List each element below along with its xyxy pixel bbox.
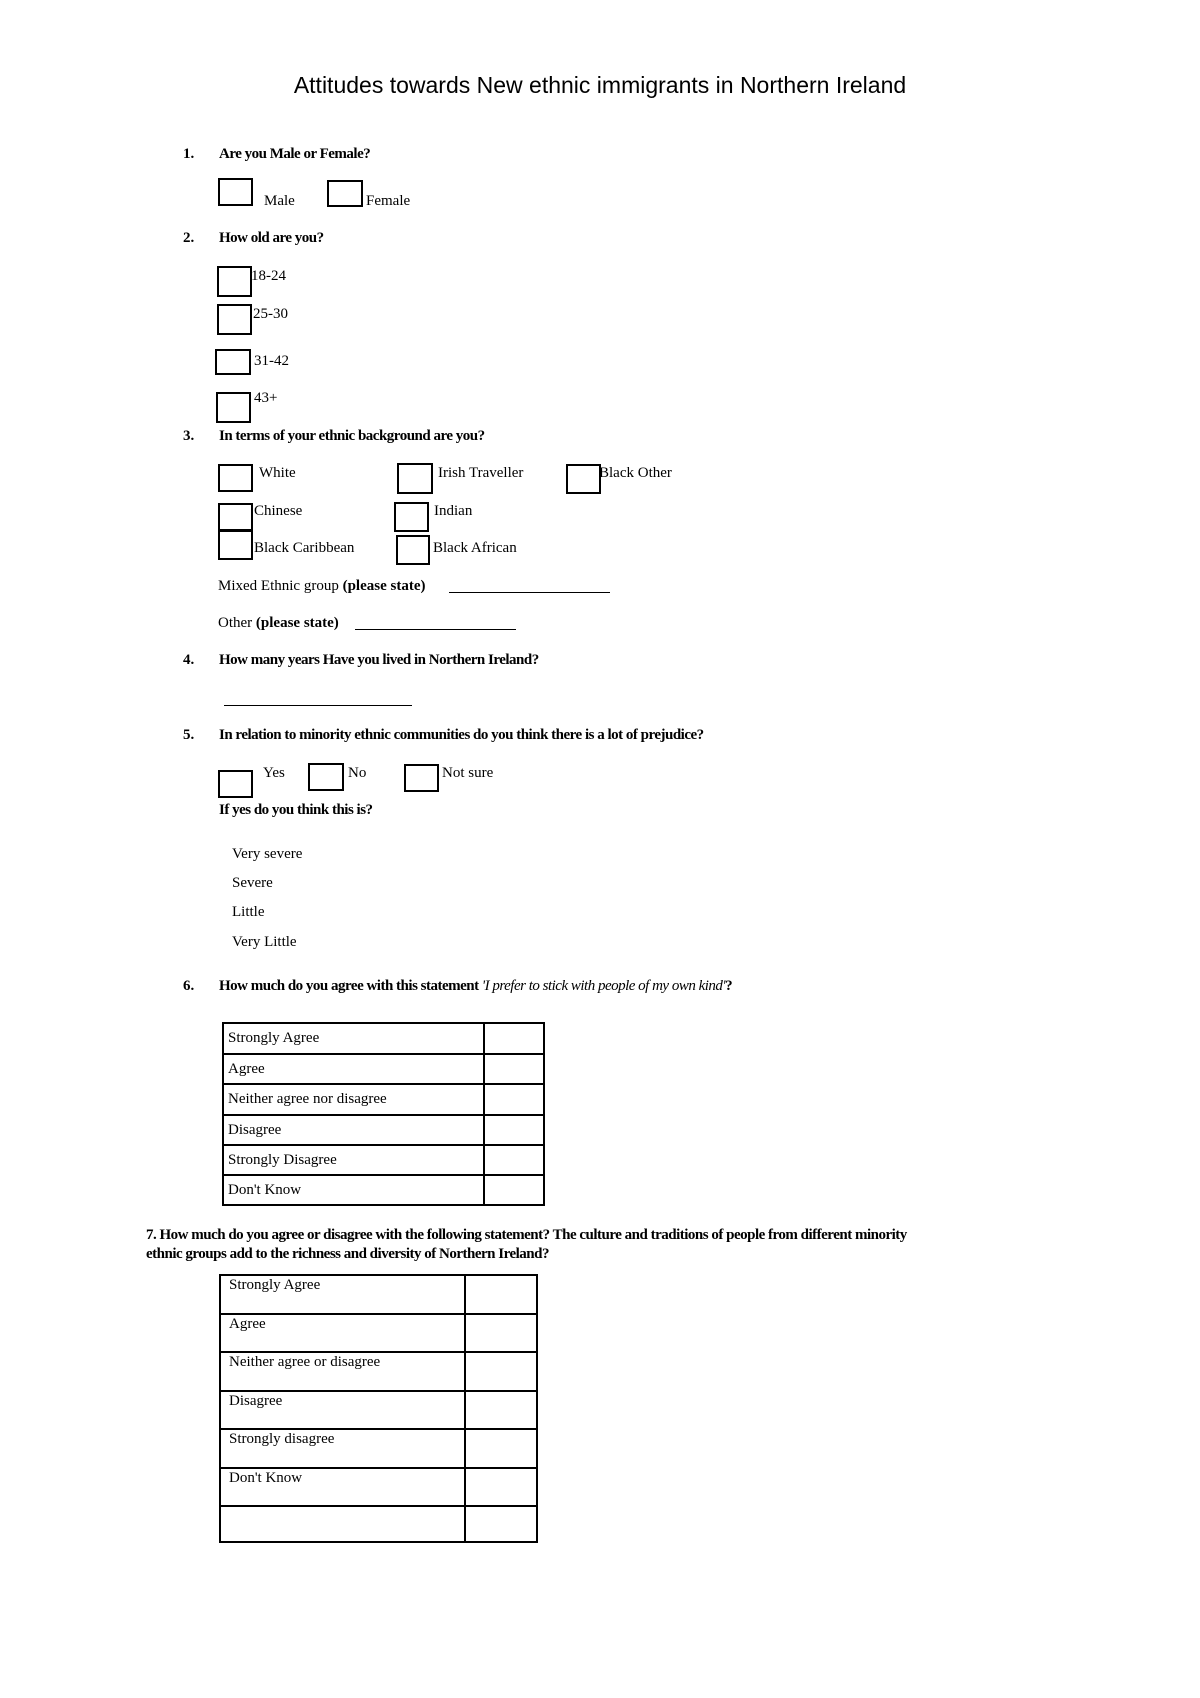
q3-question: In terms of your ethnic background are you? — [219, 428, 485, 444]
q5-severity-very-little: Very Little — [232, 934, 297, 950]
q3-mixed-label: Mixed Ethnic group — [218, 578, 339, 594]
q2-43plus-checkbox[interactable] — [216, 392, 251, 423]
table-row — [223, 1084, 544, 1115]
q6-row-label: Strongly Agree — [223, 1023, 484, 1054]
q5-followup: If yes do you think this is? — [219, 802, 373, 818]
table-row — [220, 1506, 537, 1542]
table-row — [223, 1054, 544, 1084]
table-row — [220, 1275, 537, 1314]
q5-no-checkbox[interactable] — [308, 763, 344, 791]
q7-answer-cell[interactable] — [465, 1506, 537, 1542]
q3-chinese-label: Chinese — [254, 503, 303, 519]
q2-question: How old are you? — [219, 230, 324, 246]
q3-mixed-answer-line[interactable] — [449, 592, 610, 593]
q2-25-30-label: 25-30 — [253, 306, 288, 322]
q5-not-sure-checkbox[interactable] — [404, 764, 439, 792]
q7-row-label: Neither agree or disagree — [220, 1352, 465, 1391]
q6-answer-cell[interactable] — [484, 1115, 544, 1145]
q1-female-label: Female — [366, 193, 411, 209]
q1-number: 1. — [183, 146, 195, 162]
q5-question: In relation to minority ethnic communities do you think there is a lot of prejudice? — [219, 727, 704, 743]
q3-mixed-line — [218, 578, 425, 595]
q5-yes-checkbox[interactable] — [218, 770, 253, 798]
q4-number: 4. — [183, 652, 195, 668]
table-row — [220, 1429, 537, 1468]
q2-18-24-checkbox[interactable] — [217, 266, 252, 297]
q6-row-label: Agree — [223, 1054, 484, 1084]
q3-indian-label: Indian — [434, 503, 473, 519]
q6-answer-cell[interactable] — [484, 1145, 544, 1175]
q6-row-label: Neither agree nor disagree — [223, 1084, 484, 1115]
q1-male-checkbox[interactable] — [218, 178, 253, 206]
q6-row-label: Disagree — [223, 1115, 484, 1145]
q3-mixed-please-state: (please state) — [342, 578, 426, 594]
q3-number: 3. — [183, 428, 195, 444]
q7-answer-cell[interactable] — [465, 1429, 537, 1468]
q3-black-other-checkbox[interactable] — [566, 464, 601, 494]
q7-answer-cell[interactable] — [465, 1352, 537, 1391]
q2-number: 2. — [183, 230, 195, 246]
q3-other-line — [218, 615, 339, 632]
q7-question-line2: ethnic groups add to the richness and diversity of Northern Ireland? — [146, 1246, 549, 1262]
q3-chinese-checkbox[interactable] — [218, 503, 253, 531]
q6-question-text: How much do you agree with this statement — [219, 978, 479, 994]
q3-other-label: Other — [218, 615, 253, 631]
q7-row-label: Agree — [220, 1314, 465, 1352]
q3-irish-traveller-label: Irish Traveller — [438, 465, 524, 481]
q3-black-caribbean-checkbox[interactable] — [218, 530, 253, 560]
q6-response-table — [222, 1022, 545, 1206]
table-row — [223, 1145, 544, 1175]
table-row — [223, 1115, 544, 1145]
q5-severity-severe: Severe — [232, 875, 273, 891]
q7-question-line1: 7. How much do you agree or disagree with the following statement? The culture and traditions of people from different minority — [146, 1227, 907, 1243]
q7-row-label: Strongly disagree — [220, 1429, 465, 1468]
table-row — [223, 1175, 544, 1205]
q2-31-42-checkbox[interactable] — [215, 349, 251, 375]
q3-indian-checkbox[interactable] — [394, 502, 429, 532]
q7-answer-cell[interactable] — [465, 1468, 537, 1506]
q3-black-other-label: Black Other — [599, 465, 672, 481]
q6-number: 6. — [183, 978, 195, 994]
q5-severity-very-severe: Very severe — [232, 846, 303, 862]
q6-answer-cell[interactable] — [484, 1175, 544, 1205]
q2-43plus-label: 43+ — [254, 390, 278, 406]
table-row — [220, 1352, 537, 1391]
q1-male-label: Male — [264, 193, 295, 209]
table-row — [223, 1023, 544, 1054]
q7-question — [146, 1226, 1106, 1264]
q2-18-24-label: 18-24 — [251, 268, 286, 284]
q6-question-end: ? — [725, 978, 733, 994]
table-row — [220, 1314, 537, 1352]
q7-row-label — [220, 1506, 465, 1542]
q6-answer-cell[interactable] — [484, 1084, 544, 1115]
q1-question: Are you Male or Female? — [219, 146, 371, 162]
q6-quote: 'I prefer to stick with people of my own kind' — [481, 978, 726, 994]
q6-answer-cell[interactable] — [484, 1054, 544, 1084]
q3-irish-traveller-checkbox[interactable] — [397, 463, 433, 494]
q7-answer-cell[interactable] — [465, 1275, 537, 1314]
q7-row-label: Strongly Agree — [220, 1275, 465, 1314]
q6-row-label: Strongly Disagree — [223, 1145, 484, 1175]
q3-black-african-label: Black African — [433, 540, 517, 556]
table-row — [220, 1468, 537, 1506]
q7-row-label: Disagree — [220, 1391, 465, 1429]
page-title: Attitudes towards New ethnic immigrants in Northern Ireland — [293, 72, 907, 98]
q6-row-label: Don't Know — [223, 1175, 484, 1205]
q7-response-table — [219, 1274, 538, 1543]
q2-25-30-checkbox[interactable] — [217, 304, 252, 335]
q7-answer-cell[interactable] — [465, 1391, 537, 1429]
q3-other-answer-line[interactable] — [355, 629, 516, 630]
q3-white-checkbox[interactable] — [218, 464, 253, 492]
q2-31-42-label: 31-42 — [254, 353, 289, 369]
q5-yes-label: Yes — [263, 765, 285, 781]
q6-question — [219, 978, 732, 995]
q1-female-checkbox[interactable] — [327, 180, 363, 207]
q6-answer-cell[interactable] — [484, 1023, 544, 1054]
q5-no-label: No — [348, 765, 367, 781]
q4-answer-line[interactable] — [224, 705, 412, 706]
q7-row-label: Don't Know — [220, 1468, 465, 1506]
q7-answer-cell[interactable] — [465, 1314, 537, 1352]
q3-black-african-checkbox[interactable] — [396, 535, 430, 565]
q3-other-please-state: (please state) — [255, 615, 339, 631]
q3-black-caribbean-label: Black Caribbean — [254, 540, 355, 556]
q3-white-label: White — [259, 465, 296, 481]
q5-severity-little: Little — [232, 904, 265, 920]
q5-not-sure-label: Not sure — [442, 765, 494, 781]
table-row — [220, 1391, 537, 1429]
q4-question: How many years Have you lived in Northern Ireland? — [219, 652, 539, 668]
q5-number: 5. — [183, 727, 195, 743]
